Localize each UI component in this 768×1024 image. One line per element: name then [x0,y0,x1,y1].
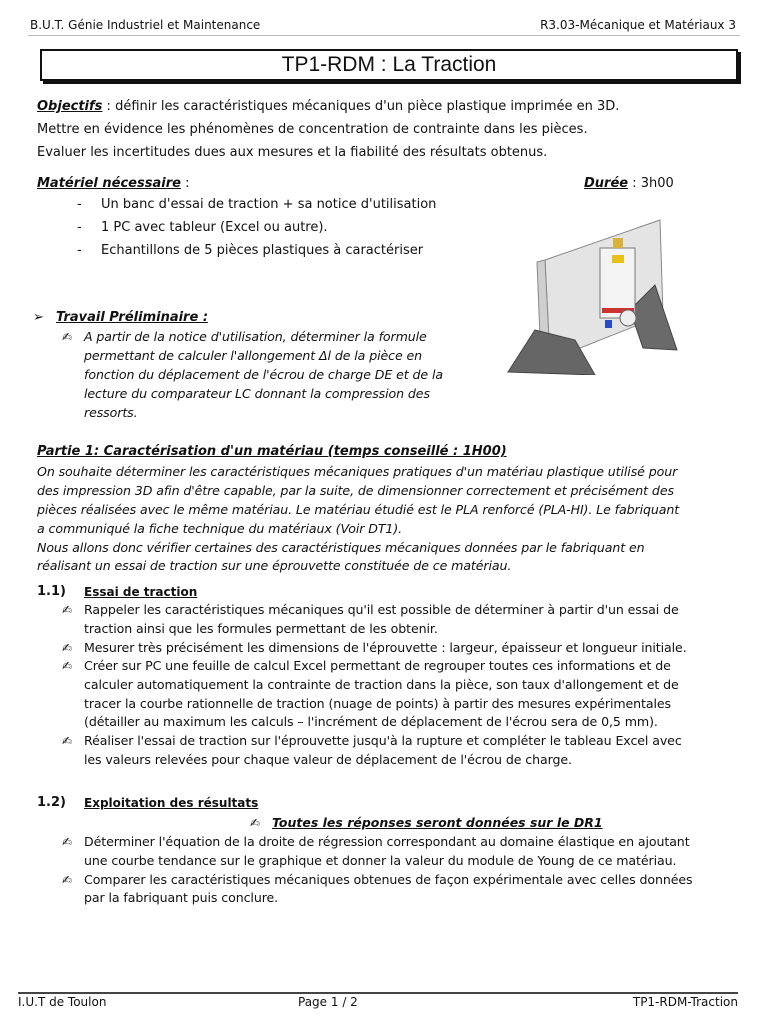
footer-left: I.U.T de Toulon [18,995,107,1009]
partie1-intro-line: On souhaite déterminer les caractéristiques mécaniques pratiques d'un matériau plastique utilisé pour [37,464,678,479]
pencil-icon: ✍ [62,330,73,344]
preliminaire-line: permettant de calculer l'allongement Δl de la pièce en [84,348,423,363]
task-line: traction ainsi que les formules permettant de les obtenir. [84,621,438,636]
footer-right: TP1-RDM-Traction [632,995,738,1009]
partie1-intro-line: Nous allons donc vérifier certaines des caractéristiques mécaniques données par le fabriquant en [37,540,645,555]
dash-icon: - [77,197,82,212]
task-line: Mesurer très précisément les dimensions de l'éprouvette : largeur, épaisseur et longueur initiale. [84,640,687,655]
task-line: (détailler au maximum les calculs – l'incrément de déplacement de l'écrou sera de 0,5 mm). [84,714,658,729]
task-line: Rappeler les caractéristiques mécaniques qu'il est possible de déterminer à partir d'un essai de [84,602,679,617]
materiel-item: Un banc d'essai de traction + sa notice d'utilisation [101,197,437,212]
task-line: tracer la courbe rationnelle de traction (nuage de points) à partir des mesures expérimentales [84,696,672,711]
objectifs-line: Evaluer les incertitudes dues aux mesures et la fiabilité des résultats obtenus. [37,145,548,160]
objectifs-label: Objectifs [37,99,103,114]
task-line: calculer automatiquement la contrainte de traction dans la pièce, son taux d'allongement et de [84,677,679,692]
dr1-note: Toutes les réponses seront données sur le DR1 [272,815,603,830]
task-line: Comparer les caractéristiques mécaniques obtenues de façon expérimentale avec celles données [84,872,693,887]
task-line: une courbe tendance sur le graphique et donner la valeur du module de Young de ce matériau. [84,853,677,868]
task-line: Créer sur PC une feuille de calcul Excel permettant de regrouper toutes ces informations et de [84,658,671,673]
sep: : [628,176,641,191]
header-right: R3.03-Mécanique et Matériaux 3 [540,18,736,32]
partie1-intro-line: des impression 3D afin d'être capable, par la suite, de dimensionner correctement et précisément des [37,483,674,498]
materiel-label: Matériel nécessaire [37,176,181,191]
task-line: par la fabriquant puis conclure. [84,890,279,905]
pencil-icon: ✍ [62,641,73,655]
objectifs-line: définir les caractéristiques mécaniques d'un pièce plastique imprimée en 3D. [115,99,620,114]
partie1-intro-line: a communiqué la fiche technique du matériaux (Voir DT1). [37,521,403,536]
section-number: 1.2) [37,795,66,810]
pencil-icon: ✍ [62,734,73,748]
traction-bench-image [505,200,700,375]
pencil-icon: ✍ [250,816,261,830]
task-line: Déterminer l'équation de la droite de régression correspondant au domaine élastique en ajoutant [84,834,690,849]
footer-rule [18,992,738,994]
section-title: Essai de traction [84,585,198,599]
arrow-icon: ➢ [33,310,44,325]
task-line: Réaliser l'essai de traction sur l'éprouvette jusqu'à la rupture et compléter le tableau Excel avec [84,733,682,748]
partie1-intro-line: réalisant un essai de traction sur une éprouvette constituée de ce matériau. [37,558,512,573]
objectifs-line: Mettre en évidence les phénomènes de concentration de contrainte dans les pièces. [37,122,588,137]
dash-icon: - [77,220,82,235]
header-left: B.U.T. Génie Industriel et Maintenance [30,18,261,32]
partie1-heading: Partie 1: Caractérisation d'un matériau (temps conseillé : 1H00) [37,444,507,459]
section-number: 1.1) [37,584,66,599]
sep: : [102,99,116,114]
header-rule [28,35,740,36]
preliminaire-line: A partir de la notice d'utilisation, déterminer la formule [84,329,427,344]
section-title: Exploitation des résultats [84,796,259,810]
partie1-intro-line: pièces réalisées avec le même matériau. Le matériau étudié est le PLA renforcé (PLA-HI). Le fabriquant [37,502,680,517]
dash-icon: - [77,243,82,258]
preliminaire-line: lecture du comparateur LC donnant la compression des [84,386,430,401]
duree-label: Durée [584,176,629,191]
preliminaire-line: ressorts. [84,405,138,420]
page-title: TP1-RDM : La Traction [40,49,738,81]
pencil-icon: ✍ [62,835,73,849]
preliminaire-heading: Travail Préliminaire : [56,310,209,325]
pencil-icon: ✍ [62,873,73,887]
page-number: Page 1 / 2 [298,995,358,1009]
pencil-icon: ✍ [62,659,73,673]
pencil-icon: ✍ [62,603,73,617]
duree-value: 3h00 [640,176,674,191]
preliminaire-line: fonction du déplacement de l'écrou de charge DE et de la [84,367,443,382]
task-line: les valeurs relevées pour chaque valeur de déplacement de l'écrou de charge. [84,752,572,767]
sep: : [180,176,190,191]
materiel-item: Echantillons de 5 pièces plastiques à caractériser [101,243,424,258]
materiel-item: 1 PC avec tableur (Excel ou autre). [101,220,328,235]
